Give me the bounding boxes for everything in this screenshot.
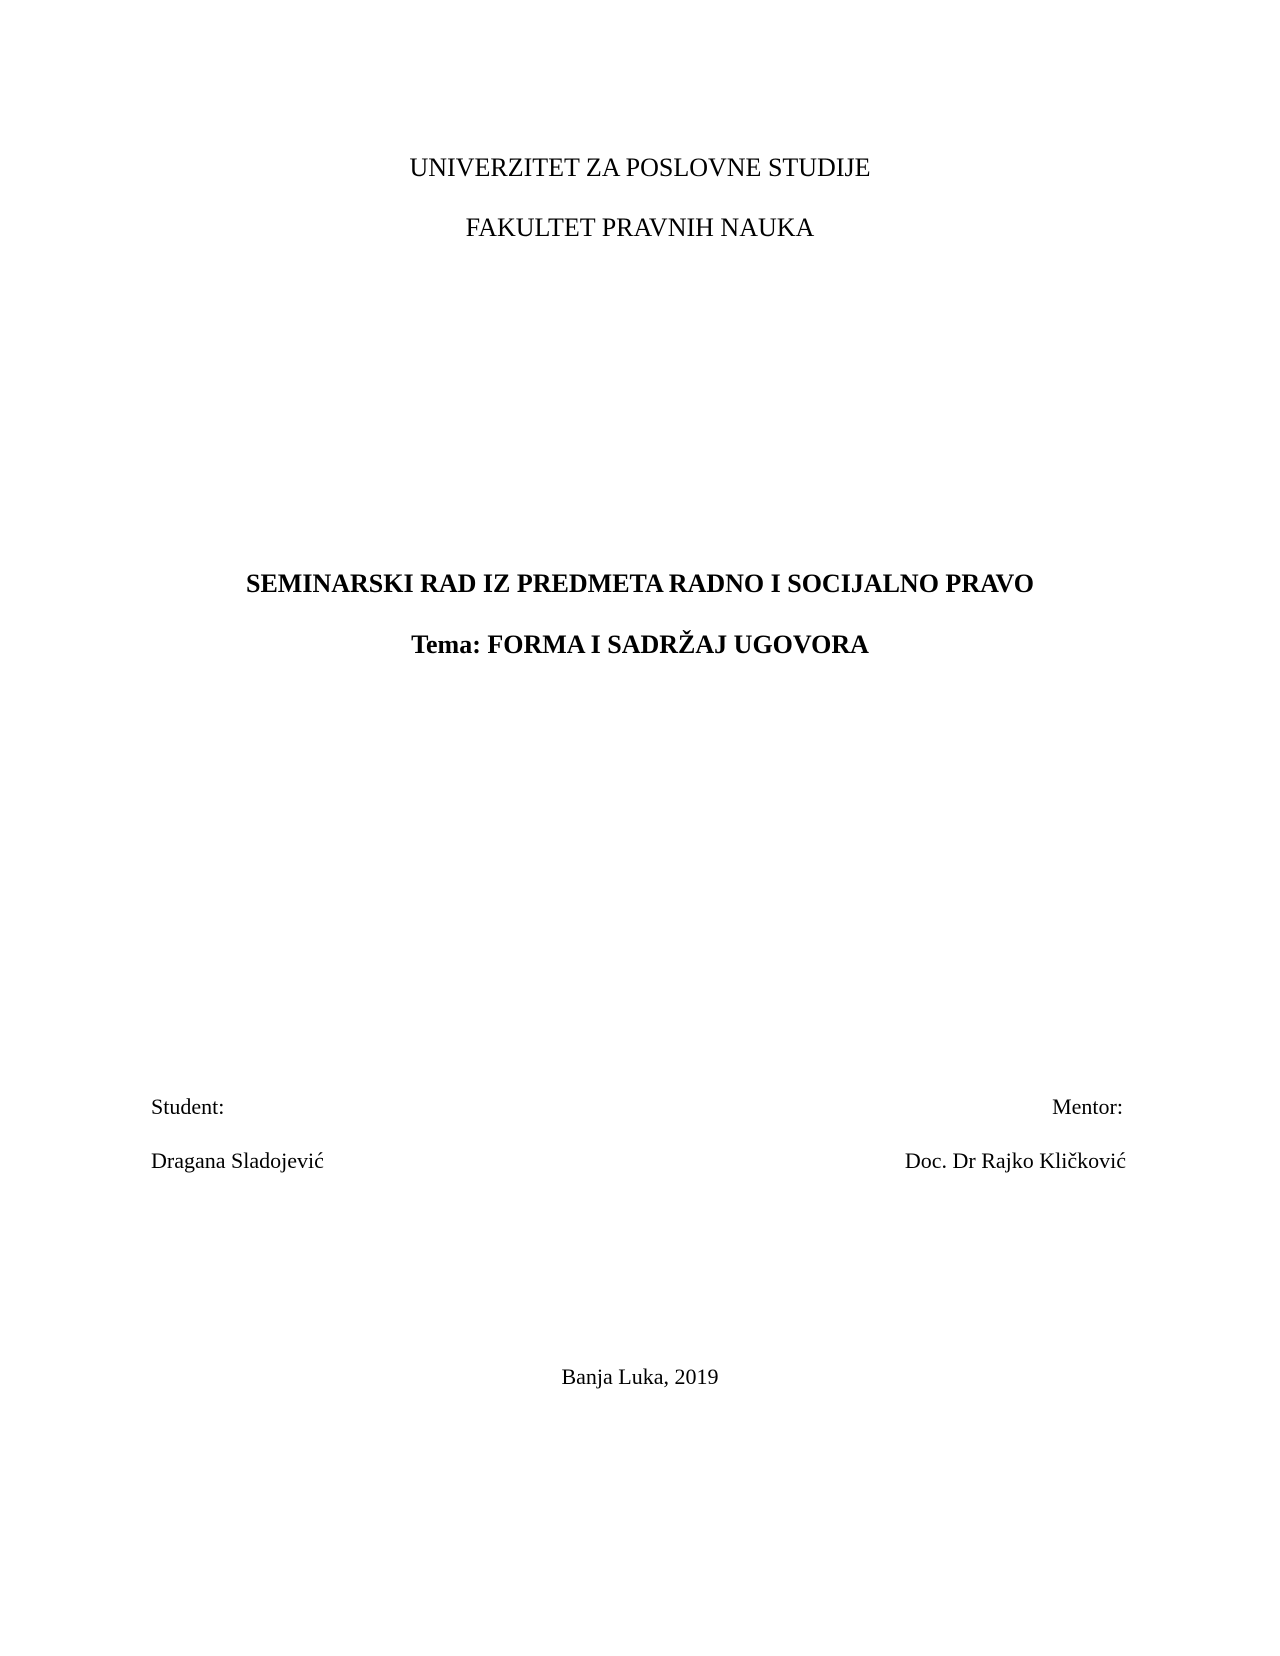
place-date: Banja Luka, 2019: [561, 1364, 719, 1389]
mentor-name: Doc. Dr Rajko Kličković: [904, 1148, 1126, 1173]
paper-title: SEMINARSKI RAD IZ PREDMETA RADNO I SOCIJALNO PRAVO: [246, 569, 1034, 598]
mentor-label: Mentor:: [1052, 1094, 1123, 1119]
faculty-name: FAKULTET PRAVNIH NAUKA: [465, 213, 815, 242]
university-name: UNIVERZITET ZA POSLOVNE STUDIJE: [409, 153, 871, 182]
paper-topic: Tema: FORMA I SADRŽAJ UGOVORA: [411, 630, 869, 659]
student-label: Student:: [151, 1094, 225, 1119]
student-name: Dragana Sladojević: [151, 1148, 324, 1173]
